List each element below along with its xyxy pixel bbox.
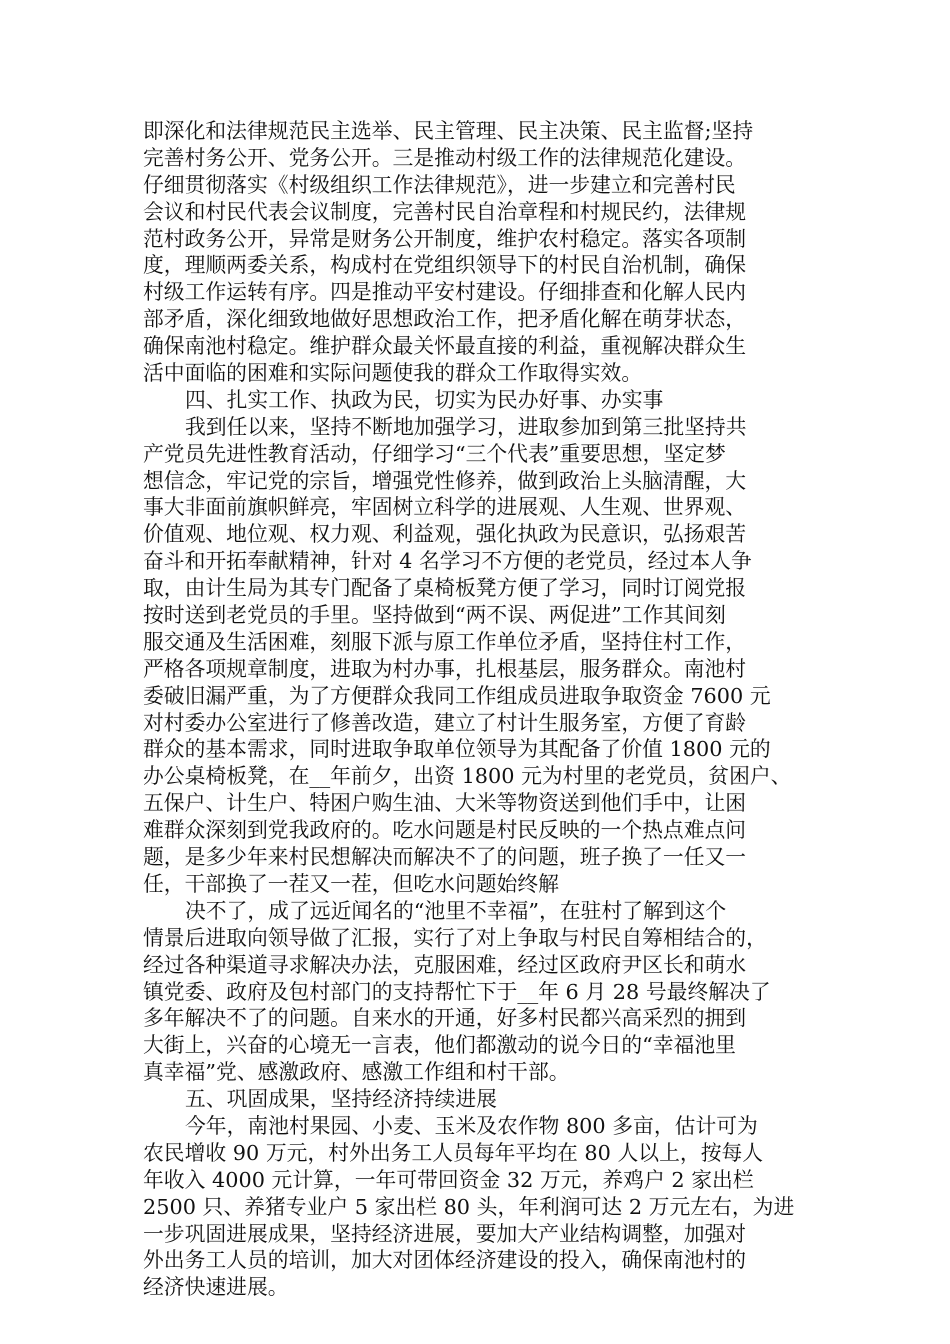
text-line: 一步巩固进展成果，坚持经济进展，要加大产业结构调整，加强对: [143, 1221, 747, 1246]
text-line: 大街上，兴奋的心境无一言表，他们都激动的说今日的“幸福池里: [143, 1033, 736, 1058]
document-body: [143, 118, 815, 1301]
text-line: 产党员先进性教育活动，仔细学习“三个代表”重要思想，坚定梦: [143, 441, 726, 466]
text-line: 取，由计生局为其专门配备了桌椅板凳方便了学习，同时订阅党报: [143, 576, 747, 601]
text-line: 外出务工人员的培训，加大对团体经济建设的投入，确保南池村的: [143, 1248, 747, 1273]
text-line: 五保户、计生户、特困户购生油、大米等物资送到他们手中，让困: [143, 791, 747, 816]
text-line: 委破旧漏严重，为了方便群众我同工作组成员进取争取资金 7600 元: [143, 683, 771, 708]
text-line: 镇党委、政府及包村部门的支持帮忙下于__年 6 月 28 号最终解决了: [143, 979, 771, 1004]
text-line: 难群众深刻到党我政府的。吃水问题是村民反映的一个热点难点问: [143, 818, 747, 843]
text-line: 任，干部换了一茬又一茬，但吃水问题始终解: [143, 871, 559, 896]
text-line: 部矛盾，深化细致地做好思想政治工作，把矛盾化解在萌芽状态，: [143, 307, 747, 332]
text-line: 年收入 4000 元计算，一年可带回资金 32 万元，养鸡户 2 家出栏: [143, 1167, 754, 1192]
text-line: 度，理顺两委关系，构成村在党组织领导下的村民自治机制，确保: [143, 253, 747, 278]
text-line: 情景后进取向领导做了汇报，实行了对上争取与村民自筹相结合的，: [143, 925, 767, 950]
text-line: 村级工作运转有序。四是推动平安村建设。仔细排查和化解人民内: [143, 280, 747, 305]
text-line: 按时送到老党员的手里。坚持做到“两不误、两促进”工作其间刻: [143, 603, 726, 628]
text-line: 五、巩固成果，坚持经济持续进展: [185, 1087, 497, 1112]
text-line: 真幸福”党、感激政府、感激工作组和村干部。: [143, 1060, 570, 1085]
text-line: 服交通及生活困难，刻服下派与原工作单位矛盾，坚持住村工作，: [143, 629, 747, 654]
text-line: 即深化和法律规范民主选举、民主管理、民主决策、民主监督;坚持: [143, 119, 754, 143]
text-line: 奋斗和开拓奉献精神，针对 4 名学习不方便的老党员，经过本人争: [143, 549, 752, 574]
text-line: 活中面临的困难和实际问题使我的群众工作取得实效。: [143, 361, 643, 386]
text-line: 四、扎实工作、执政为民，切实为民办好事、办实事: [185, 387, 664, 412]
text-line: 事大非面前旗帜鲜亮，牢固树立科学的进展观、人生观、世界观、: [143, 495, 747, 520]
text-line: 想信念，牢记党的宗旨，增强党性修养，做到政治上头脑清醒，大: [143, 468, 747, 493]
text-line: 完善村务公开、党务公开。三是推动村级工作的法律规范化建设。: [143, 145, 747, 170]
text-line: 严格各项规章制度，进取为村办事，扎根基层，服务群众。南池村: [143, 656, 747, 681]
text-line: 经过各种渠道寻求解决办法，克服困难，经过区政府尹区长和萌水: [143, 952, 747, 977]
text-line: 我到任以来，坚持不断地加强学习，进取参加到第三批坚持共: [185, 414, 747, 439]
text-line: 仔细贯彻落实《村级组织工作法律规范》，进一步建立和完善村民: [143, 172, 736, 197]
text-line: 群众的基本需求，同时进取争取单位领导为其配备了价值 1800 元的: [143, 737, 771, 762]
text-line: 决不了，成了远近闻名的“池里不幸福”，在驻村了解到这个: [185, 898, 727, 923]
text-line: 会议和村民代表会议制度，完善村民自治章程和村规民约，法律规: [143, 199, 747, 224]
text-line: 2500 只、养猪专业户 5 家出栏 80 头，年利润可达 2 万元左右，为进: [143, 1194, 795, 1219]
text-line: 范村政务公开，异常是财务公开制度，维护农村稳定。落实各项制: [143, 226, 747, 251]
text-line: 价值观、地位观、权力观、利益观，强化执政为民意识，弘扬艰苦: [143, 522, 747, 547]
text-line: 农民增收 90 万元，村外出务工人员每年平均在 80 人以上，按每人: [143, 1140, 764, 1165]
text-line: 经济快速进展。: [143, 1275, 289, 1300]
text-line: 对村委办公室进行了修善改造，建立了村计生服务室，方便了育龄: [143, 710, 747, 735]
text-line: 今年，南池村果园、小麦、玉米及农作物 800 多亩，估计可为: [185, 1113, 758, 1138]
text-line: 多年解决不了的问题。自来水的开通，好多村民都兴高采烈的拥到: [143, 1006, 747, 1031]
text-line: 题，是多少年来村民想解决而解决不了的问题，班子换了一任又一: [143, 845, 747, 870]
text-line: 办公桌椅板凳，在__年前夕，出资 1800 元为村里的老党员，贫困户、: [143, 764, 792, 789]
text-line: 确保南池村稳定。维护群众最关怀最直接的利益，重视解决群众生: [143, 334, 747, 359]
